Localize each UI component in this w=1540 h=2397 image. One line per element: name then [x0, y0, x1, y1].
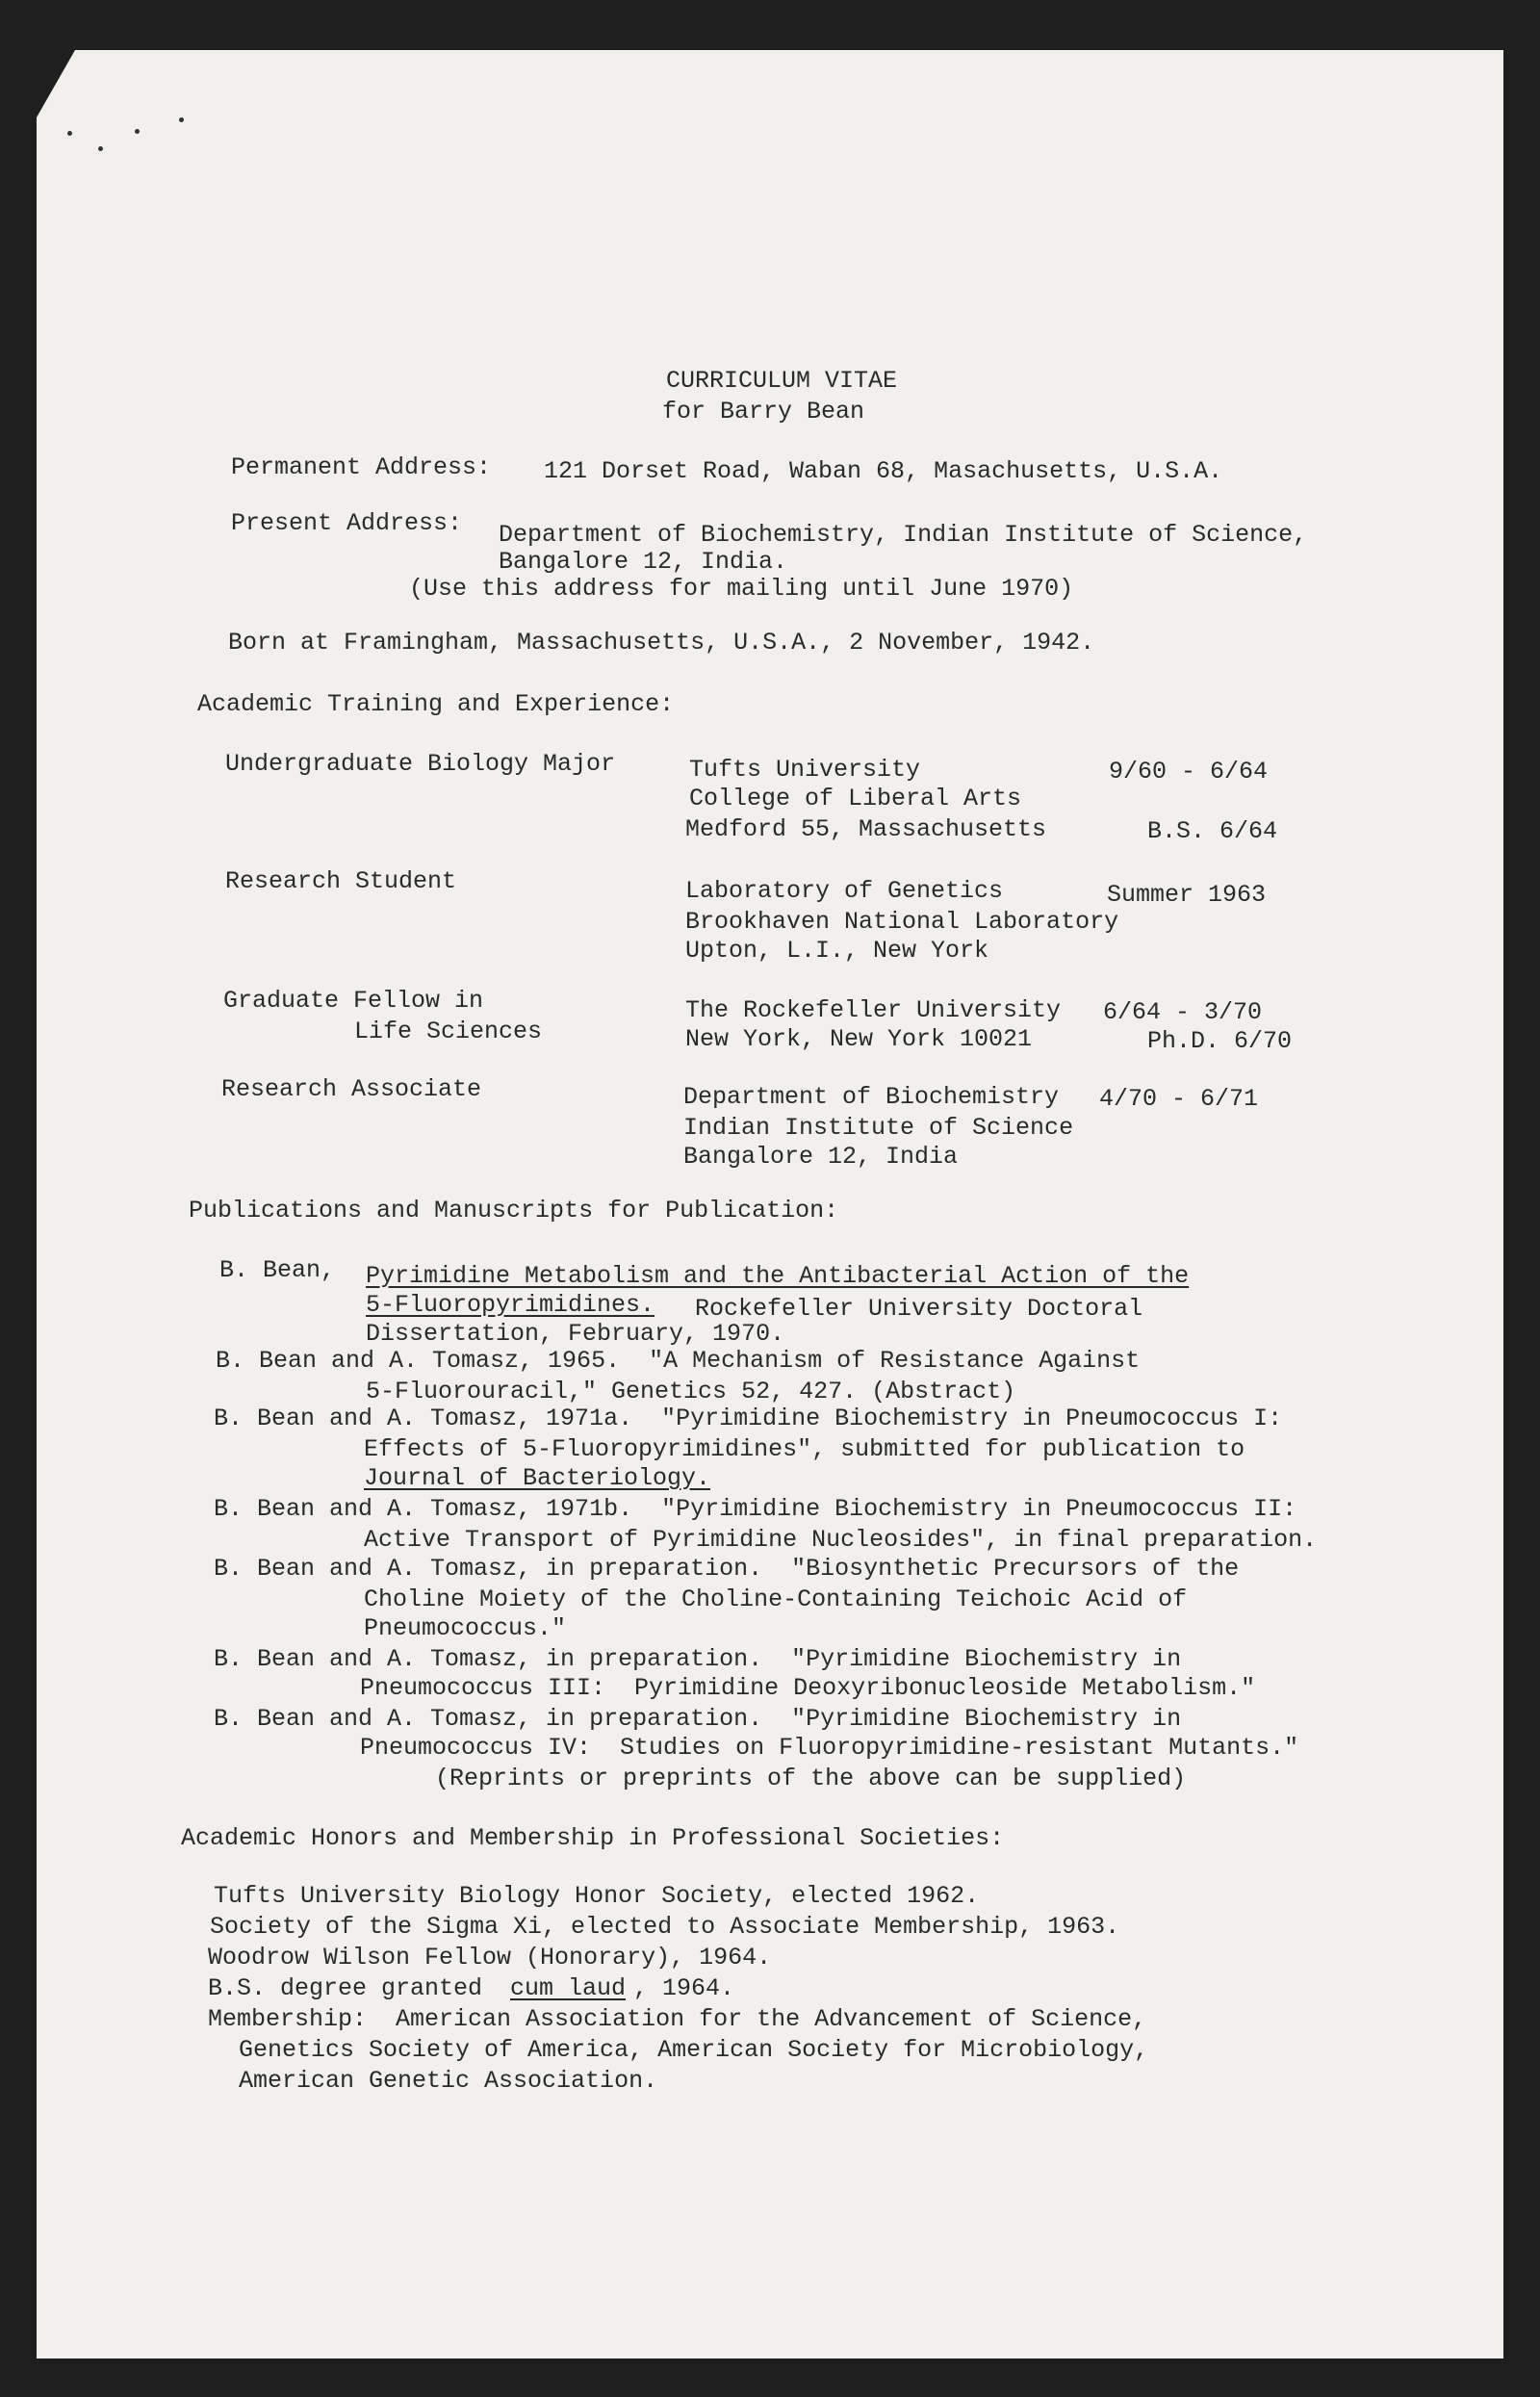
honor-line: Tufts University Biology Honor Society, elected 1962.: [214, 1882, 980, 1910]
entry-role: Undergraduate Biology Major: [225, 750, 616, 778]
entry-date: 9/60 - 6/64: [1109, 758, 1269, 786]
entry-role: Life Sciences: [354, 1018, 543, 1045]
publication-text: B. Bean and A. Tomasz, in preparation. "Pyrimidine Biochemistry in: [214, 1645, 1182, 1673]
honor-line: , 1964.: [633, 1974, 735, 2002]
entry-institution: Laboratory of Genetics: [685, 877, 1004, 905]
publication-text: Pneumococcus III: Pyrimidine Deoxyribonucleoside Metabolism.": [360, 1674, 1256, 1702]
present-address-label: Present Address:: [231, 509, 463, 537]
membership-line: Genetics Society of America, American Society for Microbiology,: [239, 2036, 1149, 2064]
entry-institution: Brookhaven National Laboratory: [685, 908, 1119, 936]
publication-text: B. Bean and A. Tomasz, in preparation. "Pyrimidine Biochemistry in: [214, 1705, 1182, 1733]
publication-text: Effects of 5-Fluoropyrimidines", submitted for publication to: [364, 1435, 1245, 1463]
entry-institution: Department of Biochemistry: [683, 1083, 1060, 1111]
honor-line: Society of the Sigma Xi, elected to Associate Membership, 1963.: [210, 1913, 1120, 1941]
publication-text: B. Bean and A. Tomasz, 1971b. "Pyrimidine Biochemistry in Pneumococcus II:: [214, 1495, 1297, 1523]
publication-text: B. Bean and A. Tomasz, 1965. "A Mechanism of Resistance Against: [216, 1347, 1141, 1375]
present-address-line1: Department of Biochemistry, Indian Institute of Science,: [499, 521, 1308, 549]
academic-heading: Academic Training and Experience:: [197, 690, 675, 718]
permanent-address-value: 121 Dorset Road, Waban 68, Masachusetts, U.S.A.: [544, 457, 1223, 485]
honor-line: Woodrow Wilson Fellow (Honorary), 1964.: [208, 1944, 772, 1972]
publication-text: Dissertation, February, 1970.: [366, 1320, 785, 1348]
publication-text: Choline Moiety of the Choline-Containing Teichoic Acid of: [364, 1585, 1188, 1613]
honor-line: B.S. degree granted: [208, 1974, 483, 2002]
entry-institution: Bangalore 12, India: [683, 1143, 959, 1171]
entry-date: Summer 1963: [1107, 881, 1267, 909]
publication-author: B. Bean,: [219, 1256, 336, 1284]
entry-degree: Ph.D. 6/70: [1147, 1027, 1293, 1055]
entry-role: Graduate Fellow in: [223, 987, 484, 1015]
publication-text: Active Transport of Pyrimidine Nucleosides", in final preparation.: [364, 1526, 1318, 1554]
paper-speck: [135, 129, 140, 134]
honor-cum-laud: cum laud: [510, 1974, 627, 2002]
publications-heading: Publications and Manuscripts for Publication:: [189, 1197, 839, 1224]
permanent-address-label: Permanent Address:: [231, 453, 492, 481]
entry-institution: Upton, L.I., New York: [685, 937, 989, 965]
entry-institution: College of Liberal Arts: [689, 785, 1022, 812]
publication-text: 5-Fluorouracil," Genetics 52, 427. (Abstract): [366, 1378, 1016, 1405]
paper-speck: [98, 146, 103, 151]
publication-text: B. Bean and A. Tomasz, in preparation. "Biosynthetic Precursors of the: [214, 1555, 1240, 1583]
paper-speck: [67, 131, 72, 136]
doc-title: CURRICULUM VITAE: [666, 367, 898, 395]
publication-title: Pyrimidine Metabolism and the Antibacterial Action of the: [366, 1262, 1190, 1290]
entry-date: 6/64 - 3/70: [1103, 998, 1263, 1026]
entry-institution: Tufts University: [689, 756, 921, 784]
entry-role: Research Associate: [221, 1075, 482, 1103]
paper-speck: [179, 117, 184, 122]
publication-text: Pneumococcus IV: Studies on Fluoropyrimidine-resistant Mutants.": [360, 1734, 1299, 1762]
publication-text: B. Bean and A. Tomasz, 1971a. "Pyrimidine Biochemistry in Pneumococcus I:: [214, 1405, 1283, 1432]
honors-heading: Academic Honors and Membership in Professional Societies:: [181, 1824, 1005, 1852]
publication-journal: Journal of Bacteriology.: [364, 1464, 711, 1492]
membership-line: Membership: American Association for the Advancement of Science,: [208, 2005, 1147, 2033]
entry-institution: New York, New York 10021: [685, 1025, 1033, 1053]
entry-date: 4/70 - 6/71: [1099, 1085, 1259, 1113]
present-address-note: (Use this address for mailing until June 1970): [409, 575, 1074, 603]
membership-line: American Genetic Association.: [239, 2067, 658, 2095]
entry-role: Research Student: [225, 867, 457, 895]
born-line: Born at Framingham, Massachusetts, U.S.A., 2 November, 1942.: [228, 629, 1095, 657]
entry-institution: Indian Institute of Science: [683, 1114, 1074, 1142]
publication-text: Rockefeller University Doctoral: [695, 1295, 1143, 1323]
entry-institution: Medford 55, Massachusetts: [685, 815, 1047, 843]
publication-title: 5-Fluoropyrimidines.: [366, 1291, 655, 1319]
publication-text: Pneumococcus.": [364, 1614, 567, 1642]
present-address-line2: Bangalore 12, India.: [499, 548, 788, 576]
entry-degree: B.S. 6/64: [1147, 817, 1278, 845]
entry-institution: The Rockefeller University: [685, 996, 1062, 1024]
doc-subtitle: for Barry Bean: [662, 398, 865, 425]
publication-note: (Reprints or preprints of the above can be supplied): [435, 1765, 1187, 1792]
